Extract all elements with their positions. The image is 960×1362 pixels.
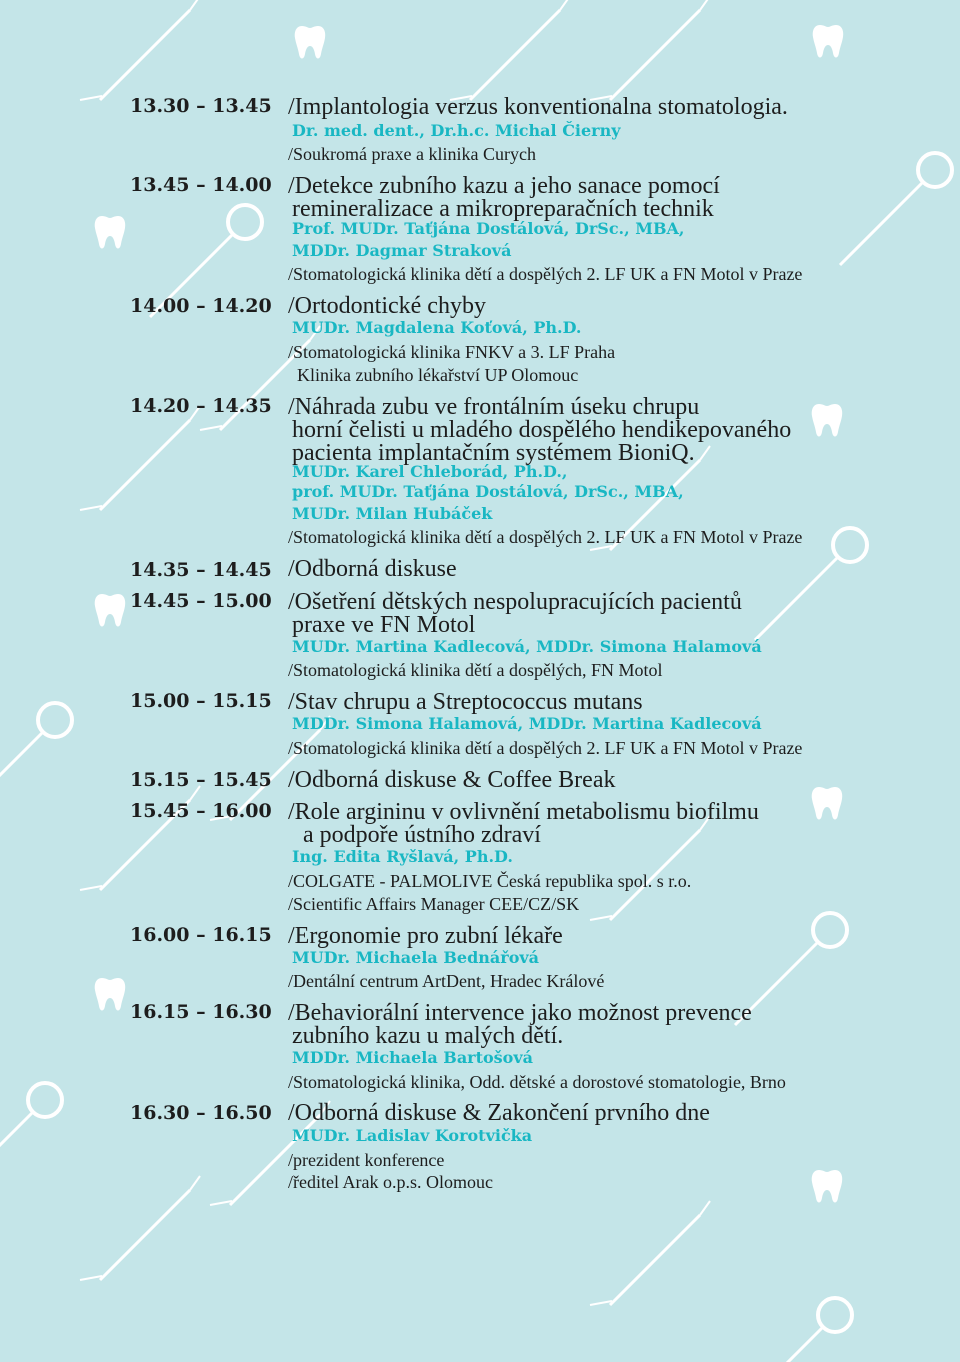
session-time: 16.15 – 16.30 (130, 1001, 272, 1023)
session-speaker: MDDr. Dagmar Straková (292, 241, 512, 260)
session-speaker: MDDr. Simona Halamová, MDDr. Martina Kadlecová (292, 714, 762, 733)
session-speaker: MUDr. Magdalena Koťová, Ph.D. (292, 318, 582, 337)
session-institution: /prezident konference (288, 1150, 445, 1170)
session-title: /Odborná diskuse (288, 556, 457, 582)
session-speaker: MUDr. Michaela Bednářová (292, 948, 540, 967)
session-time: 16.30 – 16.50 (130, 1102, 272, 1124)
session-title: /Implantologia verzus konventionalna stomatologia. (288, 94, 788, 120)
session-title: zubního kazu u malých dětí. (292, 1023, 564, 1049)
session-institution: /Stomatologická klinika FNKV a 3. LF Praha (288, 342, 616, 362)
session-time: 14.00 – 14.20 (130, 295, 272, 317)
session-time: 16.00 – 16.15 (130, 924, 272, 946)
session-institution: /Stomatologická klinika dětí a dospělých 2. LF UK a FN Motol v Praze (288, 264, 803, 284)
session-speaker: MUDr. Milan Hubáček (292, 504, 493, 523)
session-institution: /Stomatologická klinika, Odd. dětské a dorostové stomatologie, Brno (288, 1072, 786, 1092)
session-institution: /ředitel Arak o.p.s. Olomouc (288, 1172, 493, 1192)
session-institution: /Soukromá praxe a klinika Curych (288, 144, 536, 164)
session-title: /Ortodontické chyby (288, 293, 486, 319)
session-institution: /COLGATE - PALMOLIVE Česká republika spol. s r.o. (288, 871, 692, 891)
session-title: /Ošetření dětských nespolupracujících pacientů (288, 589, 742, 615)
session-institution: /Dentální centrum ArtDent, Hradec Králové (288, 971, 605, 991)
session-title: /Náhrada zubu ve frontálním úseku chrupu (288, 394, 700, 420)
session-institution: /Stomatologická klinika dětí a dospělých 2. LF UK a FN Motol v Praze (288, 738, 803, 758)
session-time: 14.45 – 15.00 (130, 590, 272, 612)
session-title: /Role argininu v ovlivnění metabolismu biofilmu (288, 799, 759, 825)
session-title: /Odborná diskuse & Zakončení prvního dne (288, 1100, 710, 1126)
session-title: praxe ve FN Motol (292, 612, 476, 638)
session-time: 15.15 – 15.45 (130, 769, 272, 791)
session-speaker: prof. MUDr. Taťjána Dostálová, DrSc., MBA, (292, 482, 684, 501)
session-institution: Klinika zubního lékařství UP Olomouc (297, 365, 579, 385)
session-speaker: MUDr. Ladislav Korotvička (292, 1126, 533, 1145)
session-speaker: Dr. med. dent., Dr.h.c. Michal Čierny (292, 121, 621, 140)
session-title: /Ergonomie pro zubní lékaře (288, 923, 563, 949)
session-title: /Detekce zubního kazu a jeho sanace pomocí (288, 173, 720, 199)
session-title: /Behaviorální intervence jako možnost prevence (288, 1000, 752, 1026)
session-institution: /Stomatologická klinika dětí a dospělých 2. LF UK a FN Motol v Praze (288, 527, 803, 547)
session-institution: /Scientific Affairs Manager CEE/CZ/SK (288, 894, 580, 914)
session-title: horní čelisti u mladého dospělého hendikepovaného (292, 417, 792, 443)
session-speaker: Prof. MUDr. Taťjána Dostálová, DrSc., MBA, (292, 219, 685, 238)
session-institution: /Stomatologická klinika dětí a dospělých, FN Motol (288, 660, 663, 680)
session-title: a podpoře ústního zdraví (303, 822, 541, 848)
session-speaker: MUDr. Martina Kadlecová, MDDr. Simona Halamová (292, 637, 762, 656)
session-speaker: Ing. Edita Ryšlavá, Ph.D. (292, 847, 513, 866)
session-title: remineralizace a mikropreparačních technik (292, 196, 714, 222)
session-title: /Odborná diskuse & Coffee Break (288, 767, 616, 793)
session-time: 13.45 – 14.00 (130, 174, 272, 196)
session-time: 15.00 – 15.15 (130, 690, 272, 712)
session-time: 14.35 – 14.45 (130, 559, 272, 581)
session-time: 13.30 – 13.45 (130, 95, 272, 117)
session-time: 14.20 – 14.35 (130, 395, 272, 417)
session-time: 15.45 – 16.00 (130, 800, 272, 822)
session-title: pacienta implantačním systémem BioniQ. (292, 440, 695, 466)
session-title: /Stav chrupu a Streptococcus mutans (288, 689, 643, 715)
session-speaker: MUDr. Karel Chleborád, Ph.D., (292, 462, 568, 481)
session-speaker: MDDr. Michaela Bartošová (292, 1048, 534, 1067)
